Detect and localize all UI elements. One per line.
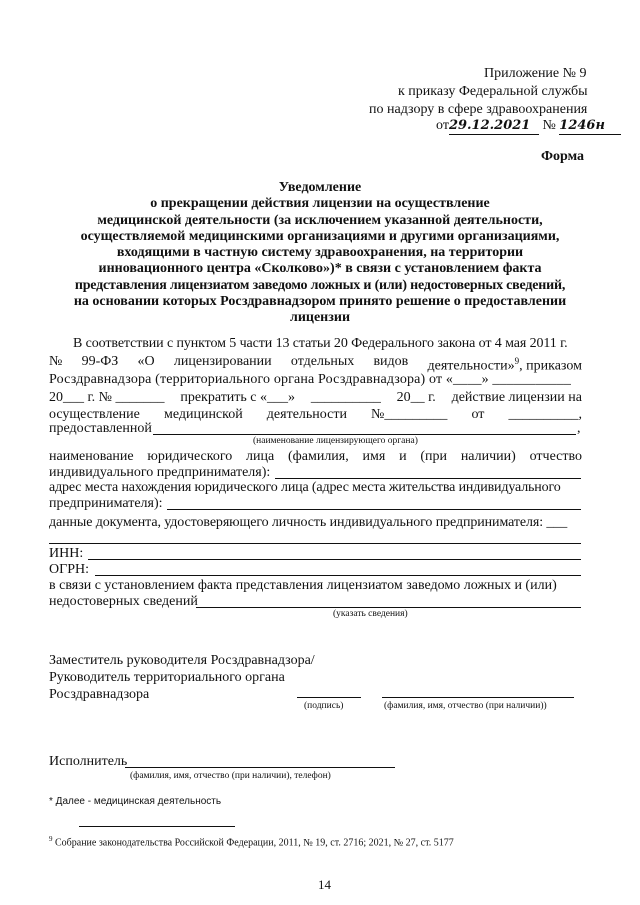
paragraph3-line2: предпринимателя): — [49, 496, 163, 511]
word: медицинской — [163, 407, 243, 422]
word: деятельности» — [427, 358, 515, 374]
footnote-separator — [79, 826, 235, 827]
heading-line: на основании которых Росздравнадзором принято решение о предоставлении — [73, 294, 567, 310]
signatory-line1: Заместитель руководителя Росздравнадзора/ — [49, 653, 315, 668]
heading-line: осуществляемой медицинскими организациями и другими организациями, — [80, 228, 560, 244]
inn-label: ИНН: — [49, 546, 84, 561]
word: наименование — [49, 449, 134, 464]
word: (при — [420, 449, 448, 464]
page-number: 14 — [318, 877, 331, 892]
footnote-9-text: Собрание законодательства Российской Федерации, 2011, № 19, ст. 2716; 2021, № 27, ст. 5177 — [55, 837, 454, 849]
signatory-line3: Росздравнадзора — [49, 687, 150, 702]
word: __________, — [508, 407, 582, 422]
false-info-caption: (указать сведения) — [333, 609, 408, 619]
footnote-9 — [49, 834, 454, 848]
heading-line: входящими в частную систему здравоохранения, на территории — [116, 245, 524, 261]
executor-field[interactable] — [125, 767, 395, 768]
word: , приказом — [519, 358, 582, 374]
word: (фамилия, — [288, 449, 349, 464]
word: 20__ г. — [396, 390, 436, 405]
word: 20___ г. № _______ — [49, 390, 165, 405]
paragraph1-line1: В соответствии с пунктом 5 части 13 статьи 20 Федерального закона от 4 мая 2011 г. — [73, 336, 568, 351]
word: __________ — [310, 390, 381, 405]
number-prefix: № — [542, 118, 556, 133]
word: видов — [373, 354, 409, 369]
word: 99-ФЗ — [81, 354, 119, 369]
footnote-ref: 9 — [514, 356, 520, 366]
ogrn-field[interactable] — [95, 575, 581, 576]
field-comma: , — [577, 421, 581, 436]
appendix-order-line: к приказу Федеральной службы — [398, 84, 588, 99]
paragraph3-line1: адрес места нахождения юридического лица (адрес места жительства индивидуального — [49, 480, 561, 495]
appendix-agency-line: по надзору в сфере здравоохранения — [369, 102, 588, 117]
heading-line: о прекращении действия лицензии на осуществление — [150, 196, 490, 212]
paragraph5-line2: недостоверных сведений — [49, 594, 198, 609]
footnote-star: * Далее - медицинская деятельность — [49, 796, 222, 807]
appendix-date-row — [436, 117, 621, 135]
ogrn-label: ОГРН: — [49, 562, 89, 577]
footnote-9-mark: 9 — [49, 835, 53, 843]
heading-line: лицензии — [289, 310, 351, 326]
paragraph5-line1: в связи с установлением факта представления лицензиатом заведомо ложных и (или) — [49, 578, 557, 593]
provided-by-label: предоставленной — [49, 421, 152, 436]
handwritten-date: 29.12.2021 — [449, 117, 539, 135]
signature-field[interactable] — [297, 697, 361, 698]
word: №_________ — [371, 407, 448, 422]
heading-line: медицинской деятельности (за исключением указанной деятельности, — [97, 212, 543, 228]
heading-line: Уведомление — [278, 180, 362, 195]
appendix-title: Приложение № 9 — [484, 66, 587, 81]
heading-line: представления лицензиатом заведомо ложных и (или) недостоверных сведений, — [74, 277, 566, 293]
word: имя — [362, 449, 386, 464]
paragraph2-line2: индивидуального предпринимателя): — [49, 465, 271, 480]
paragraph1-line4 — [49, 389, 582, 406]
word: осуществление — [49, 407, 140, 422]
word: отчество — [529, 449, 582, 464]
word: лица — [246, 449, 275, 464]
date-prefix: от — [436, 118, 449, 133]
handwritten-number: 1246н — [559, 117, 621, 135]
executor-caption: (фамилия, имя, отчество (при наличии), телефон) — [130, 771, 331, 781]
licensing-body-field[interactable] — [153, 434, 576, 435]
paragraph1-line3: Росздравнадзора (территориального органа Росздравнадзора) от «____» ___________ — [49, 372, 572, 387]
word: прекратить с «___» — [180, 390, 296, 405]
false-info-field[interactable] — [196, 607, 581, 608]
notice-heading — [30, 180, 610, 327]
word: и — [399, 449, 407, 464]
word: юридического — [147, 449, 233, 464]
signatory-line2: Руководитель территориального органа — [49, 670, 285, 685]
inn-field[interactable] — [88, 559, 581, 560]
form-label: Форма — [541, 149, 585, 164]
word: лицензировании — [173, 354, 272, 369]
licensing-body-caption: (наименование лицензирующего органа) — [253, 436, 418, 446]
paragraph4-line1: данные документа, удостоверяющего личность индивидуального предпринимателя: ___ — [49, 515, 568, 530]
word: от — [471, 407, 485, 422]
word: № — [49, 354, 63, 369]
paragraph2-line1 — [49, 448, 582, 465]
signatory-name-caption: (фамилия, имя, отчество (при наличии)) — [384, 701, 547, 711]
executor-label: Исполнитель — [49, 754, 128, 769]
id-document-field[interactable] — [49, 543, 581, 544]
address-field[interactable] — [167, 509, 581, 510]
word: «О — [137, 354, 155, 369]
word: действие лицензии на — [451, 390, 582, 405]
heading-line: инновационного центра «Сколково»)* в связи с установлением факта — [98, 261, 542, 277]
signatory-name-field[interactable] — [382, 697, 574, 698]
signature-caption: (подпись) — [304, 701, 344, 711]
word: наличии) — [460, 449, 516, 464]
word: деятельности — [266, 407, 347, 422]
word: отдельных — [290, 354, 355, 369]
